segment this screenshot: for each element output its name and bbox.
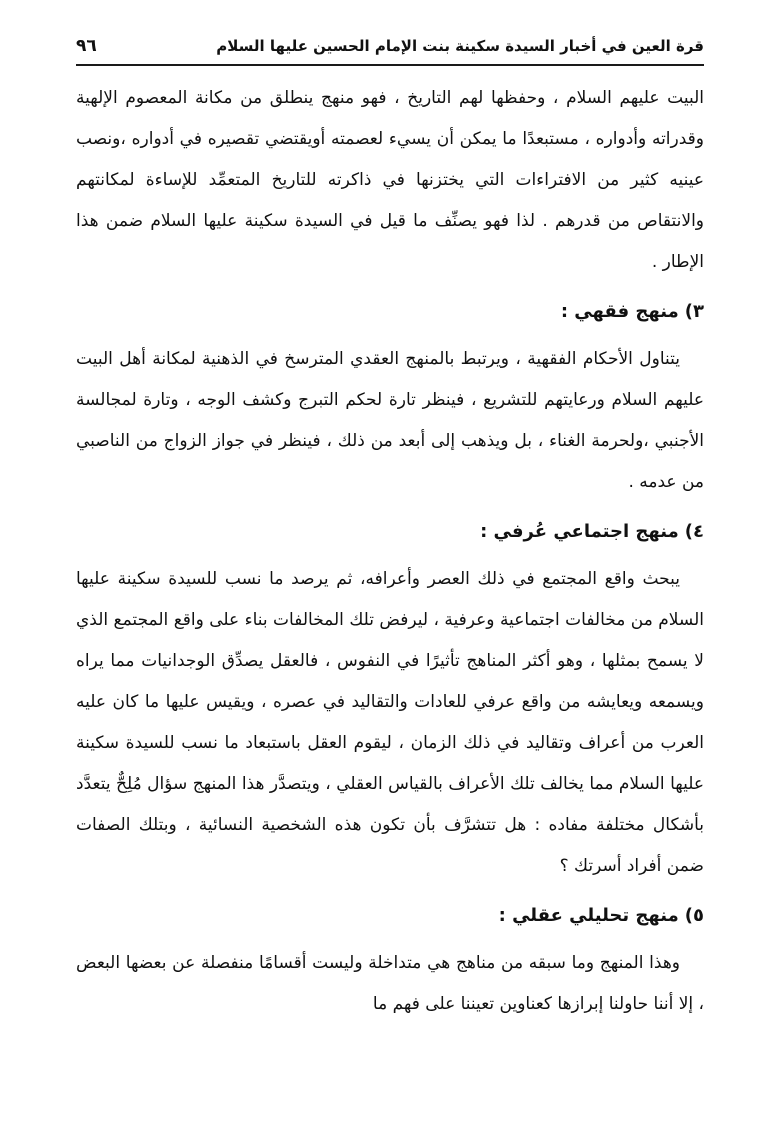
section-paragraph-tahlili: وهذا المنهج وما سبقه من مناهج هي متداخلة وليست أقسامًا منفصلة عن بعضها البعض ، إلا أننا حاولنا إبرازها كعناوين تعيننا على فهم ما — [76, 953, 704, 1014]
section-number: ٣) — [684, 301, 704, 322]
section-heading-fiqhi — [76, 295, 704, 329]
section-paragraph-fiqhi: يتناول الأحكام الفقهية ، ويرتبط بالمنهج العقدي المترسخ في الذهنية لمكانة أهل البيت عليهم السلام ورعايتهم للتشريع ، فينظر تارة لحكم التبرج وكشف الوجه ، وتارة لمجالسة الأجنبي ،ولحرمة الغناء ، بل ويذهب إلى أبعد من ذلك ، فينظر في جواز الزواج من الناصبي من عدمه . — [76, 349, 704, 492]
section-title: منهج اجتماعي عُرفي : — [480, 521, 679, 542]
section-title: منهج فقهي : — [560, 301, 679, 322]
running-header — [76, 28, 704, 66]
section-paragraph-ijtimai: يبحث واقع المجتمع في ذلك العصر وأعرافه، ثم يرصد ما نسب للسيدة سكينة عليها السلام من مخالفات اجتماعية وعرفية ، ليرفض تلك المخالفات بناء على واقع المجتمع الذي لا يسمح بمثلها ، وهو أكثر المناهج تأثيرًا في النفوس ، فالعقل يصدِّق الوجدانيات مما يراه ويسمعه ويعايشه من واقع عرفي للعادات والتقاليد في عصره ، ويقيس عليها ما كان عليه العرب من أعراف وتقاليد في ذلك الزمان ، ليقوم العقل باستبعاد ما نسب للسيدة سكينة عليها السلام مما يخالف تلك الأعراف بالقياس العقلي ، ويتصدَّر هذا المنهج سؤال مُلِحٌّ يتعدَّد بأشكال مختلفة مفاده : هل تتشرَّف بأن تكون هذه الشخصية النسائية ، وبتلك الصفات ضمن أفراد أسرتك ؟ — [76, 569, 704, 876]
book-page — [76, 28, 704, 1118]
section-number: ٤) — [684, 521, 704, 542]
running-title: قرة العين في أخبار السيدة سكينة بنت الإمام الحسين عليها السلام — [216, 37, 704, 55]
section-heading-ijtimai — [76, 515, 704, 549]
section-number: ٥) — [684, 905, 704, 926]
page-number: ٩٦ — [76, 36, 97, 56]
section-title: منهج تحليلي عقلي : — [498, 905, 679, 926]
intro-paragraph: البيت عليهم السلام ، وحفظها لهم التاريخ ، فهو منهج ينطلق من مكانة المعصوم الإلهية وقدراته وأدواره ، مستبعدًا ما يمكن أن يسيء لعصمته أويقتضي تقصيره في أدواره ،ونصب عينيه كثير من الافتراءات التي يختزنها في ذاكرته للتاريخ المتعمِّد للإساءة لمكانتهم والانتقاص من قدرهم . لذا فهو يصنِّف ما قيل في السيدة سكينة عليها السلام ضمن هذا الإطار . — [76, 88, 704, 272]
section-heading-tahlili — [76, 899, 704, 933]
body-text — [76, 78, 704, 1025]
